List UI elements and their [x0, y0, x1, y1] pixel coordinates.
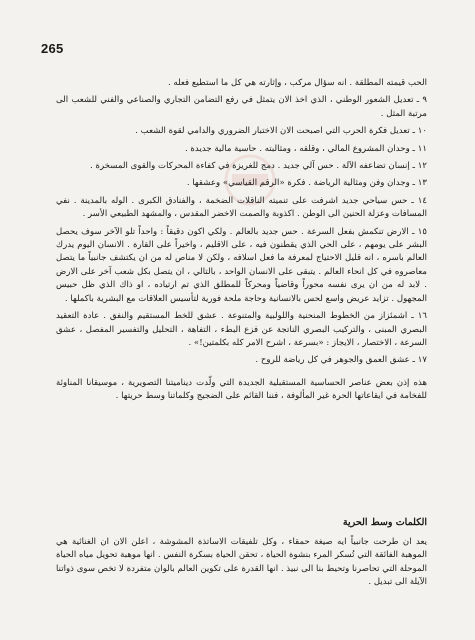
list-item: ١٠ ـ تعديل فكرة الحرب التي اصبحت الان الاختبار الضروري والدامي لقوة الشعب .: [135, 126, 427, 137]
paragraph: الحب قيمته المطلقة . انه سؤال مركب ، وإثارته هي كل ما استطيع فعله .: [167, 78, 427, 88]
list-item: ١٤ ـ حس سياحي جديد اشرفت على تنميته الناقلات الضخمة ، والفنادق الكبرى . الوله بالمدينة . نفي المسافات وعزلة الحنين الى الوطن . اكذوبة والصمت الاخضر المقدس ، والمشهد الطبيعي الأسر .: [56, 195, 427, 220]
paragraph: يعد ان طرحت جانبياً ايه صيغة حمقاء ، وكل تلفيقات الاساتذة المشوشة ، اعلن الان ان الغنائية هي الموهبة الفائقة التي تُسكر المرء بنشوة الحياة ، تحقن الحياة بسكرة النفس . انها موهبة تحويل مياه الحياة الموحلة التي تحاصرنا وتحيط بنا الى نبيذ . انها القدرة على تكوين العالم بالوان متفردة لا تخص سوى ذواتنا الآيلة الى تبديل .: [56, 537, 427, 588]
section-text: [56, 536, 427, 590]
list-item: ١٥ ـ الارض تنكمش بفعل السرعة . حس جديد بالعالم . ولكي اكون دقيقاً : واحداً تلو الآخر سوف يحصل البشر على يومهم ، على الحي الذي يقطنون فيه ، على الاقليم ، واخيراً على القارة . الانسان اليوم يدرك العالم باسره ، انه قليل الاحتياج لمعرفة ما فعل اسلافه ، ولكن لا مناص له من ان يكتشف جانبياً ما يتصل معاصروه في كل انحاء العالم . يتبقى على الانسان الواحد ، بالتالي ، ان يتصل بكل شعب آخر على الارض . لابد له من ان يرى نفسه محوراً وقاضياً ومحركاً للمطلق الذي تم ارتياده ، او ذاك الذي ظل حبيس المجهول . تزايد عريض واسع لحس بالانسانية وحاجة ملحة فورية لتأسيس العلاقات مع البشرية باكملها .: [56, 226, 427, 304]
list-item: ١٣ ـ وجدان وفن ومثالية الرياضة . فكرة «الرقم القياسي» وعشقها .: [186, 178, 427, 189]
list-item: ١٦ ـ اشمئزاز من الخطوط المنحنية واللولبية والمتنوعة . عشق للخط المستقيم والنفق . عادة التعقيد البصري المبنى ، والتركيب البصري الناتجة عن فزع البطء ، التفاهة ، التحليل والتفسير المفصل ، عشق السرعة ، الاختصار ، الايجاز : «بسرعة ، اشرح الامر كله بكلمتين!» .: [56, 311, 427, 348]
list-item: ١١ ـ وحدان المشروع المالي ، وقلقه ، ومثالبته . حاسية مالية جديدة .: [184, 143, 427, 154]
section-title: الكلمات وسط الحرية: [342, 517, 427, 528]
list-item: ١٧ ـ عشق العمق والجوهر في كل رياضة للروح .: [255, 355, 427, 366]
list-item: ٩ ـ تعديل الشعور الوطني ، الذي اخذ الان يتمثل في رفع التضامن التجاري والصناعي والفني للشعب الى مرتبة المثل .: [56, 95, 427, 119]
paragraph: هذه إذن بعض عناصر الحساسية المستقبلية الجديدة التي ولّدت ديناميتنا التصويرية ، موسيقانا المناوئة للفخامة في ايقاعاتها الحرة غير المألوفة ، فننا القائم على الضجيج وكلماتنا وسط حريتها .: [56, 377, 427, 402]
list-item: ١٢ ـ إنسان تضاعفه الآلة . حس آلي جديد . دمج للغريزة في كفاءة المحركات والقوى المسخرة .: [90, 161, 427, 172]
page-number: 265: [41, 41, 64, 56]
body-text: [56, 77, 427, 408]
